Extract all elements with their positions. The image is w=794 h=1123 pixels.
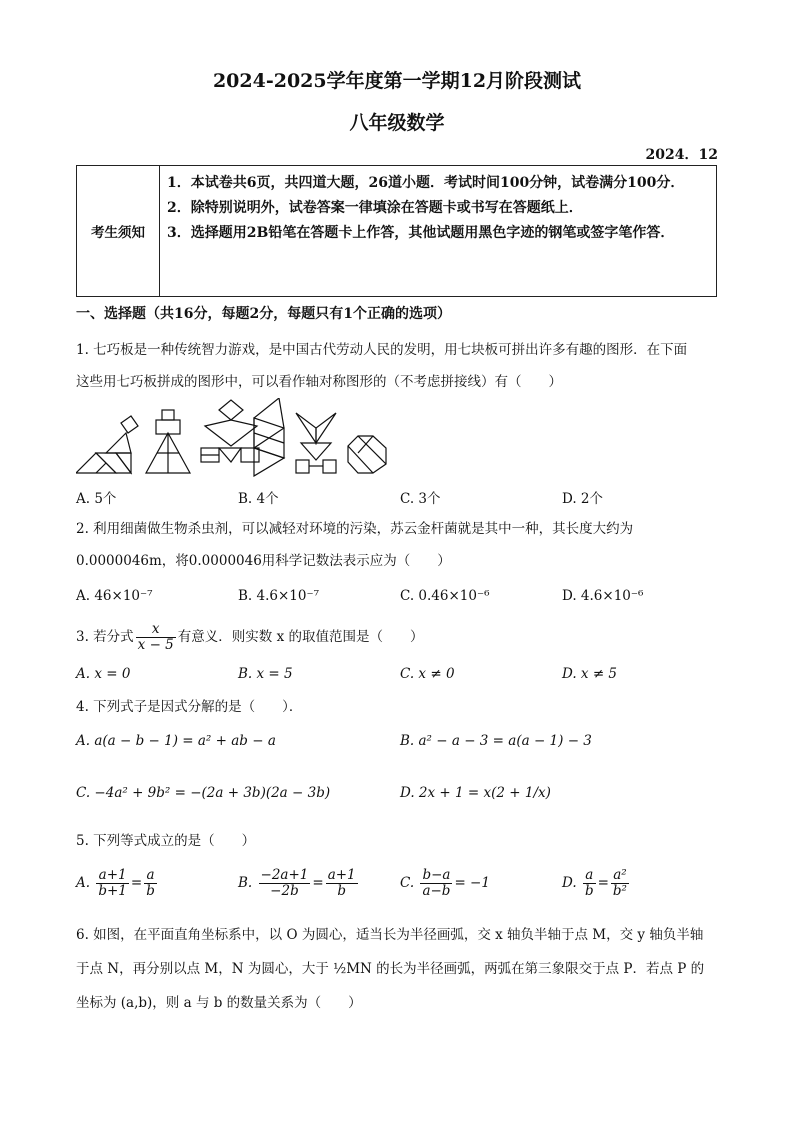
q6-line: 坐标为 (a,b)，则 a 与 b 的数量关系为（ ）: [76, 995, 362, 1011]
tangram-figure-4: [254, 398, 284, 476]
q2-option-a[interactable]: A. 46×10⁻⁷: [76, 588, 153, 604]
tangram-figure-5: [296, 413, 336, 473]
q6-line: 6. 如图，在平面直角坐标系中，以 O 为圆心，适当长为半径画弧，交 x 轴负半轴于点 M，交 y 轴负半轴: [76, 927, 704, 943]
tangram-figure-1: [76, 416, 138, 473]
notice-line: 1．本试卷共6页，共四道大题，26道小题．考试时间100分钟，试卷满分100分．: [167, 175, 685, 191]
q1-option-d[interactable]: D. 2个: [562, 491, 604, 507]
q3-option-d[interactable]: D. x ≠ 5: [562, 666, 618, 682]
question-3-stem: 3. 若分式 $\frac{x}{x - 5}$ 有意义．则实数 x 的取值范围是（ ）: [76, 621, 424, 653]
tangram-figure-3: [201, 400, 259, 462]
exam-title: 2024-2025学年度第一学期12月阶段测试: [212, 70, 582, 92]
notice-body: [167, 171, 712, 246]
q5-option-a[interactable]: A. $\frac{a+1}{b+1}$ = $\frac{a}{b}$: [76, 867, 155, 899]
q2-option-d[interactable]: D. 4.6×10⁻⁶: [562, 588, 644, 604]
question-5-stem: 5. 下列等式成立的是（ ）: [76, 833, 256, 849]
tangram-figure-2: [146, 410, 190, 473]
exam-date: 2024．12: [645, 147, 718, 163]
notice-box: [76, 165, 717, 297]
q5-option-b[interactable]: B. $\frac{-2a+1}{-2b}$ = $\frac{a+1}{b}$: [238, 867, 356, 899]
q4-option-d[interactable]: D. 2x + 1 = x(2 + 1/x): [400, 785, 551, 801]
question-1-stem: [76, 340, 721, 392]
q3-option-c[interactable]: C. x ≠ 0: [400, 666, 455, 682]
q2-option-c[interactable]: C. 0.46×10⁻⁶: [400, 588, 490, 604]
q5-option-d[interactable]: D. $\frac{a}{b}$ = $\frac{\text{a²}}{\text{b²}}$: [562, 867, 627, 899]
q1-option-b[interactable]: B. 4个: [238, 491, 279, 507]
question-4-stem: 4. 下列式子是因式分解的是（ ）．: [76, 699, 303, 715]
q1-option-a[interactable]: A. 5个: [76, 491, 117, 507]
question-2-stem: [76, 519, 721, 571]
q3-option-a[interactable]: A. x = 0: [76, 666, 131, 682]
q1-line: 1. 七巧板是一种传统智力游戏，是中国古代劳动人民的发明，用七块板可拼出许多有趣的图形．在下面: [76, 342, 688, 358]
notice-line: 2．除特别说明外，试卷答案一律填涂在答题卡或书写在答题纸上．: [167, 200, 583, 216]
q3-fraction: $\frac{x}{x - 5}$: [137, 621, 174, 653]
q4-option-b[interactable]: B. a² − a − 3 = a(a − 1) − 3: [400, 733, 592, 749]
q4-option-a[interactable]: A. a(a − b − 1) = a² + ab − a: [76, 733, 276, 749]
section-heading: 一、选择题（共16分，每题2分，每题只有1个正确的选项）: [76, 306, 451, 322]
q3-option-b[interactable]: B. x = 5: [238, 666, 293, 682]
q1-line: 这些用七巧板拼成的图形中，可以看作轴对称图形的（不考虑拼接线）有（ ）: [76, 374, 562, 390]
q6-line: 于点 N，再分别以点 M，N 为圆心，大于 ½MN 的长为半径画弧，两弧在第三象限交于点 P．若点 P 的: [76, 961, 705, 977]
q4-option-c[interactable]: C. −4a² + 9b² = −(2a + 3b)(2a − 3b): [76, 785, 331, 801]
q2-line: 0.0000046m，将0.0000046用科学记数法表示应为（ ）: [76, 553, 451, 569]
tangram-figures: [76, 398, 396, 478]
notice-label: 考生须知: [77, 166, 160, 296]
q2-line: 2. 利用细菌做生物杀虫剂，可以减轻对环境的污染，苏云金杆菌就是其中一种，其长度大约为: [76, 521, 634, 537]
q5-option-c[interactable]: C. $\frac{b-a}{a-b}$ = −1: [400, 867, 490, 899]
q1-option-c[interactable]: C. 3个: [400, 491, 441, 507]
exam-subtitle: 八年级数学: [349, 112, 445, 134]
tangram-figure-6: [348, 436, 386, 473]
question-6-stem: [76, 925, 721, 1013]
q2-option-b[interactable]: B. 4.6×10⁻⁷: [238, 588, 319, 604]
notice-line: 3．选择题用2B铅笔在答题卡上作答，其他试题用黑色字迹的钢笔或签字笔作答．: [167, 225, 675, 241]
